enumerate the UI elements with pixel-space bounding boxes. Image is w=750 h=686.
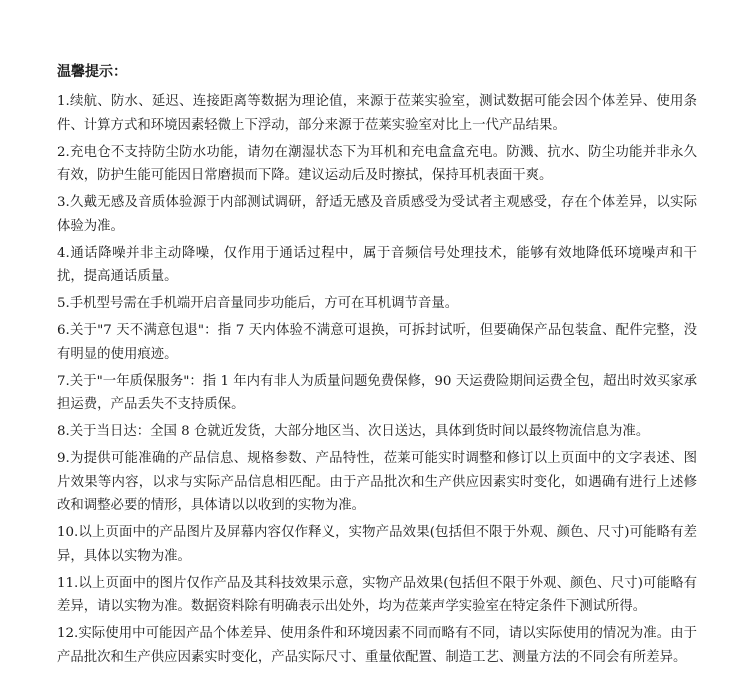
notice-item-9: 9.为提供可能准确的产品信息、规格参数、产品特性，莅莱可能实时调整和修订以上页面中的文字表述、图片效果等内容，以求与实际产品信息相匹配。由于产品批次和生产供应因素实时变化，如遇确有进行上述修改和调整必要的情形，具体请以以收到的实物为准。 <box>57 451 697 513</box>
notice-section <box>57 60 697 669</box>
notice-item-2: 2.充电仓不支持防尘防水功能，请勿在潮湿状态下为耳机和充电盒盒充电。防溅、抗水、防尘功能并非永久有效，防护生能可能因日常磨损而下降。建议运动后及时擦拭，保持耳机表面干爽。 <box>57 144 697 183</box>
notice-item-8: 8.关于当日达：全国 8 仓就近发货，大部分地区当、次日送达，具体到货时间以最终物流信息为准。 <box>57 424 650 439</box>
notice-item-5: 5.手机型号需在手机端开启音量同步功能后，方可在耳机调节音量。 <box>57 296 459 311</box>
notice-item-11: 11.以上页面中的图片仅作产品及其科技效果示意，实物产品效果(包括但不限于外观、颜色、尺寸)可能略有差异，请以实物为准。数据资料除有明确表示出处外，均为莅莱声学实验室在特定条件下测试所得。 <box>57 575 697 614</box>
notice-item-1: 1.续航、防水、延迟、连接距离等数据为理论值，来源于莅莱实验室，测试数据可能会因个体差异、使用条件、计算方式和环境因素轻微上下浮动，部分来源于莅莱实验室对比上一代产品结果。 <box>57 94 697 133</box>
notice-title: 温馨提示： <box>57 64 127 80</box>
notice-item-12: 12.实际使用中可能因产品个体差异、使用条件和环境因素不同而略有不同，请以实际使用的情况为准。由于产品批次和生产供应因素实时变化，产品实际尺寸、重量依配置、制造工艺、测量方法的不同会有所差异。 <box>57 626 697 665</box>
notice-item-7: 7.关于"一年质保服务"：指 1 年内有非人为质量问题免费保修，90 天运费险期间运费全包，超出时效买家承担运费，产品丢失不支持质保。 <box>57 373 697 412</box>
notice-item-4: 4.通话降噪并非主动降噪，仅作用于通话过程中，属于音频信号处理技术，能够有效地降低环境噪声和干扰，提高通话质量。 <box>57 245 697 284</box>
notice-item-10: 10.以上页面中的产品图片及屏幕内容仅作释义，实物产品效果(包括但不限于外观、颜色、尺寸)可能略有差异，具体以实物为准。 <box>57 525 697 564</box>
notice-item-6: 6.关于"7 天不满意包退"：指 7 天内体验不满意可退换，可拆封试听，但要确保产品包装盒、配件完整，没有明显的使用痕迹。 <box>57 323 697 362</box>
notice-item-3: 3.久戴无感及音质体验源于内部测试调研，舒适无感及音质感受为受试者主观感受，存在个体差异，以实际体验为准。 <box>57 195 697 234</box>
